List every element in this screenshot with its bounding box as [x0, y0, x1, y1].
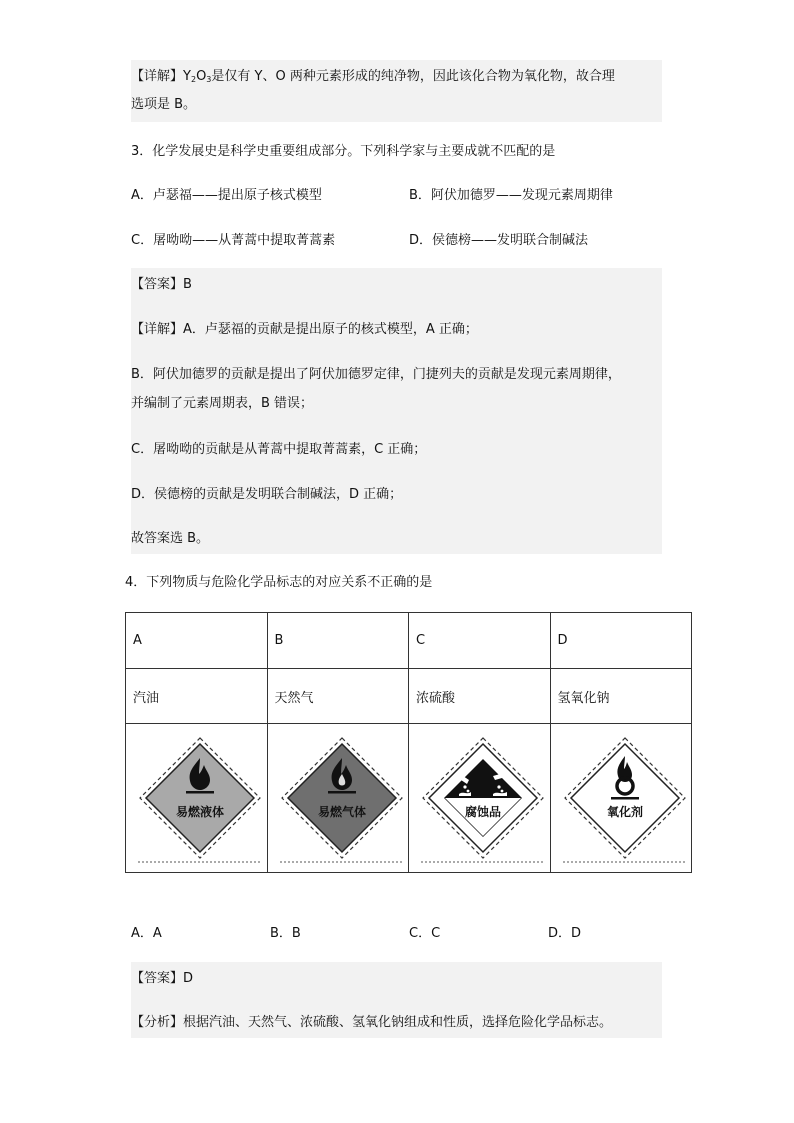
header-cell-c: C [409, 613, 551, 669]
q4-stem: 4．下列物质与危险化学品标志的对应关系不正确的是 [125, 575, 433, 590]
sign-cell-d [550, 724, 692, 873]
q3-detail-3: 并编制了元素周期表，B 错误； [131, 396, 314, 411]
sign-label: 氧化剂 [606, 805, 643, 819]
q3-detail-1: 【详解】A．卢瑟福的贡献是提出原子的核式模型，A 正确； [131, 322, 478, 337]
table-row [126, 669, 692, 724]
sign-cell-b [267, 724, 409, 873]
q2-detail-text: 是仅有 Y、O 两种元素形成的纯净物，因此该化合物为氧化物，故合理 [211, 69, 615, 84]
sign-diamond [146, 744, 254, 852]
q3-option-d: D．侯德榜——发明联合制碱法 [409, 233, 589, 248]
q3-detail-2: B．阿伏加德罗的贡献是提出了阿伏加德罗定律，门捷列夫的贡献是发现元素周期律， [131, 367, 621, 382]
sign-label: 腐蚀品 [464, 805, 502, 819]
q3-detail-6: 故答案选 B。 [131, 531, 210, 546]
q3-option-b: B．阿伏加德罗——发现元素周期律 [409, 188, 613, 203]
q3-option-c: C．屠呦呦——从菁蒿中提取菁蒿素 [131, 233, 336, 248]
substance-cell-c: 浓硫酸 [409, 669, 551, 724]
q2-detail-line-1 [131, 67, 615, 87]
corrosive-sign [421, 736, 545, 864]
sign-label: 易燃气体 [317, 805, 366, 819]
substance-cell-b: 天然气 [267, 669, 409, 724]
q3-stem: 3．化学发展史是科学史重要组成部分。下列科学家与主要成就不匹配的是 [131, 144, 556, 159]
q2-detail-line-2: 选项是 B。 [131, 97, 197, 112]
substance-cell-a: 汽油 [126, 669, 268, 724]
q4-option-b: B．B [270, 926, 301, 941]
flammable-gas-sign [280, 736, 404, 864]
q4-option-a: A．A [131, 926, 162, 941]
q3-detail-5: D．侯德榜的贡献是发明联合制碱法，D 正确； [131, 487, 403, 502]
header-cell-b: B [267, 613, 409, 669]
q3-option-a: A．卢瑟福——提出原子核式模型 [131, 188, 322, 203]
flammable-liquid-sign [138, 736, 262, 864]
q3-detail-4: C．屠呦呦的贡献是从菁蒿中提取菁蒿素，C 正确； [131, 442, 427, 457]
oxidizer-sign [563, 736, 687, 864]
sign-label: 易燃液体 [175, 805, 225, 819]
hazard-table [125, 612, 692, 873]
header-cell-d: D [550, 613, 692, 669]
q4-answer: 【答案】D [131, 971, 194, 986]
sign-cell-c [409, 724, 551, 873]
header-cell-a: A [126, 613, 268, 669]
sign-diamond [288, 744, 396, 852]
q2-formula: $Y_2O_3$ [183, 69, 212, 84]
q4-analysis: 【分析】根据汽油、天然气、浓硫酸、氢氧化钠组成和性质，选择危险化学品标志。 [131, 1015, 613, 1030]
substance-cell-d: 氢氧化钠 [550, 669, 692, 724]
q2-detail-tag: 【详解】 [131, 69, 184, 84]
q4-option-c: C．C [409, 926, 441, 941]
table-row [126, 613, 692, 669]
q4-option-d: D．D [548, 926, 582, 941]
table-row [126, 724, 692, 873]
q3-answer: 【答案】B [131, 277, 192, 292]
sign-cell-a [126, 724, 268, 873]
